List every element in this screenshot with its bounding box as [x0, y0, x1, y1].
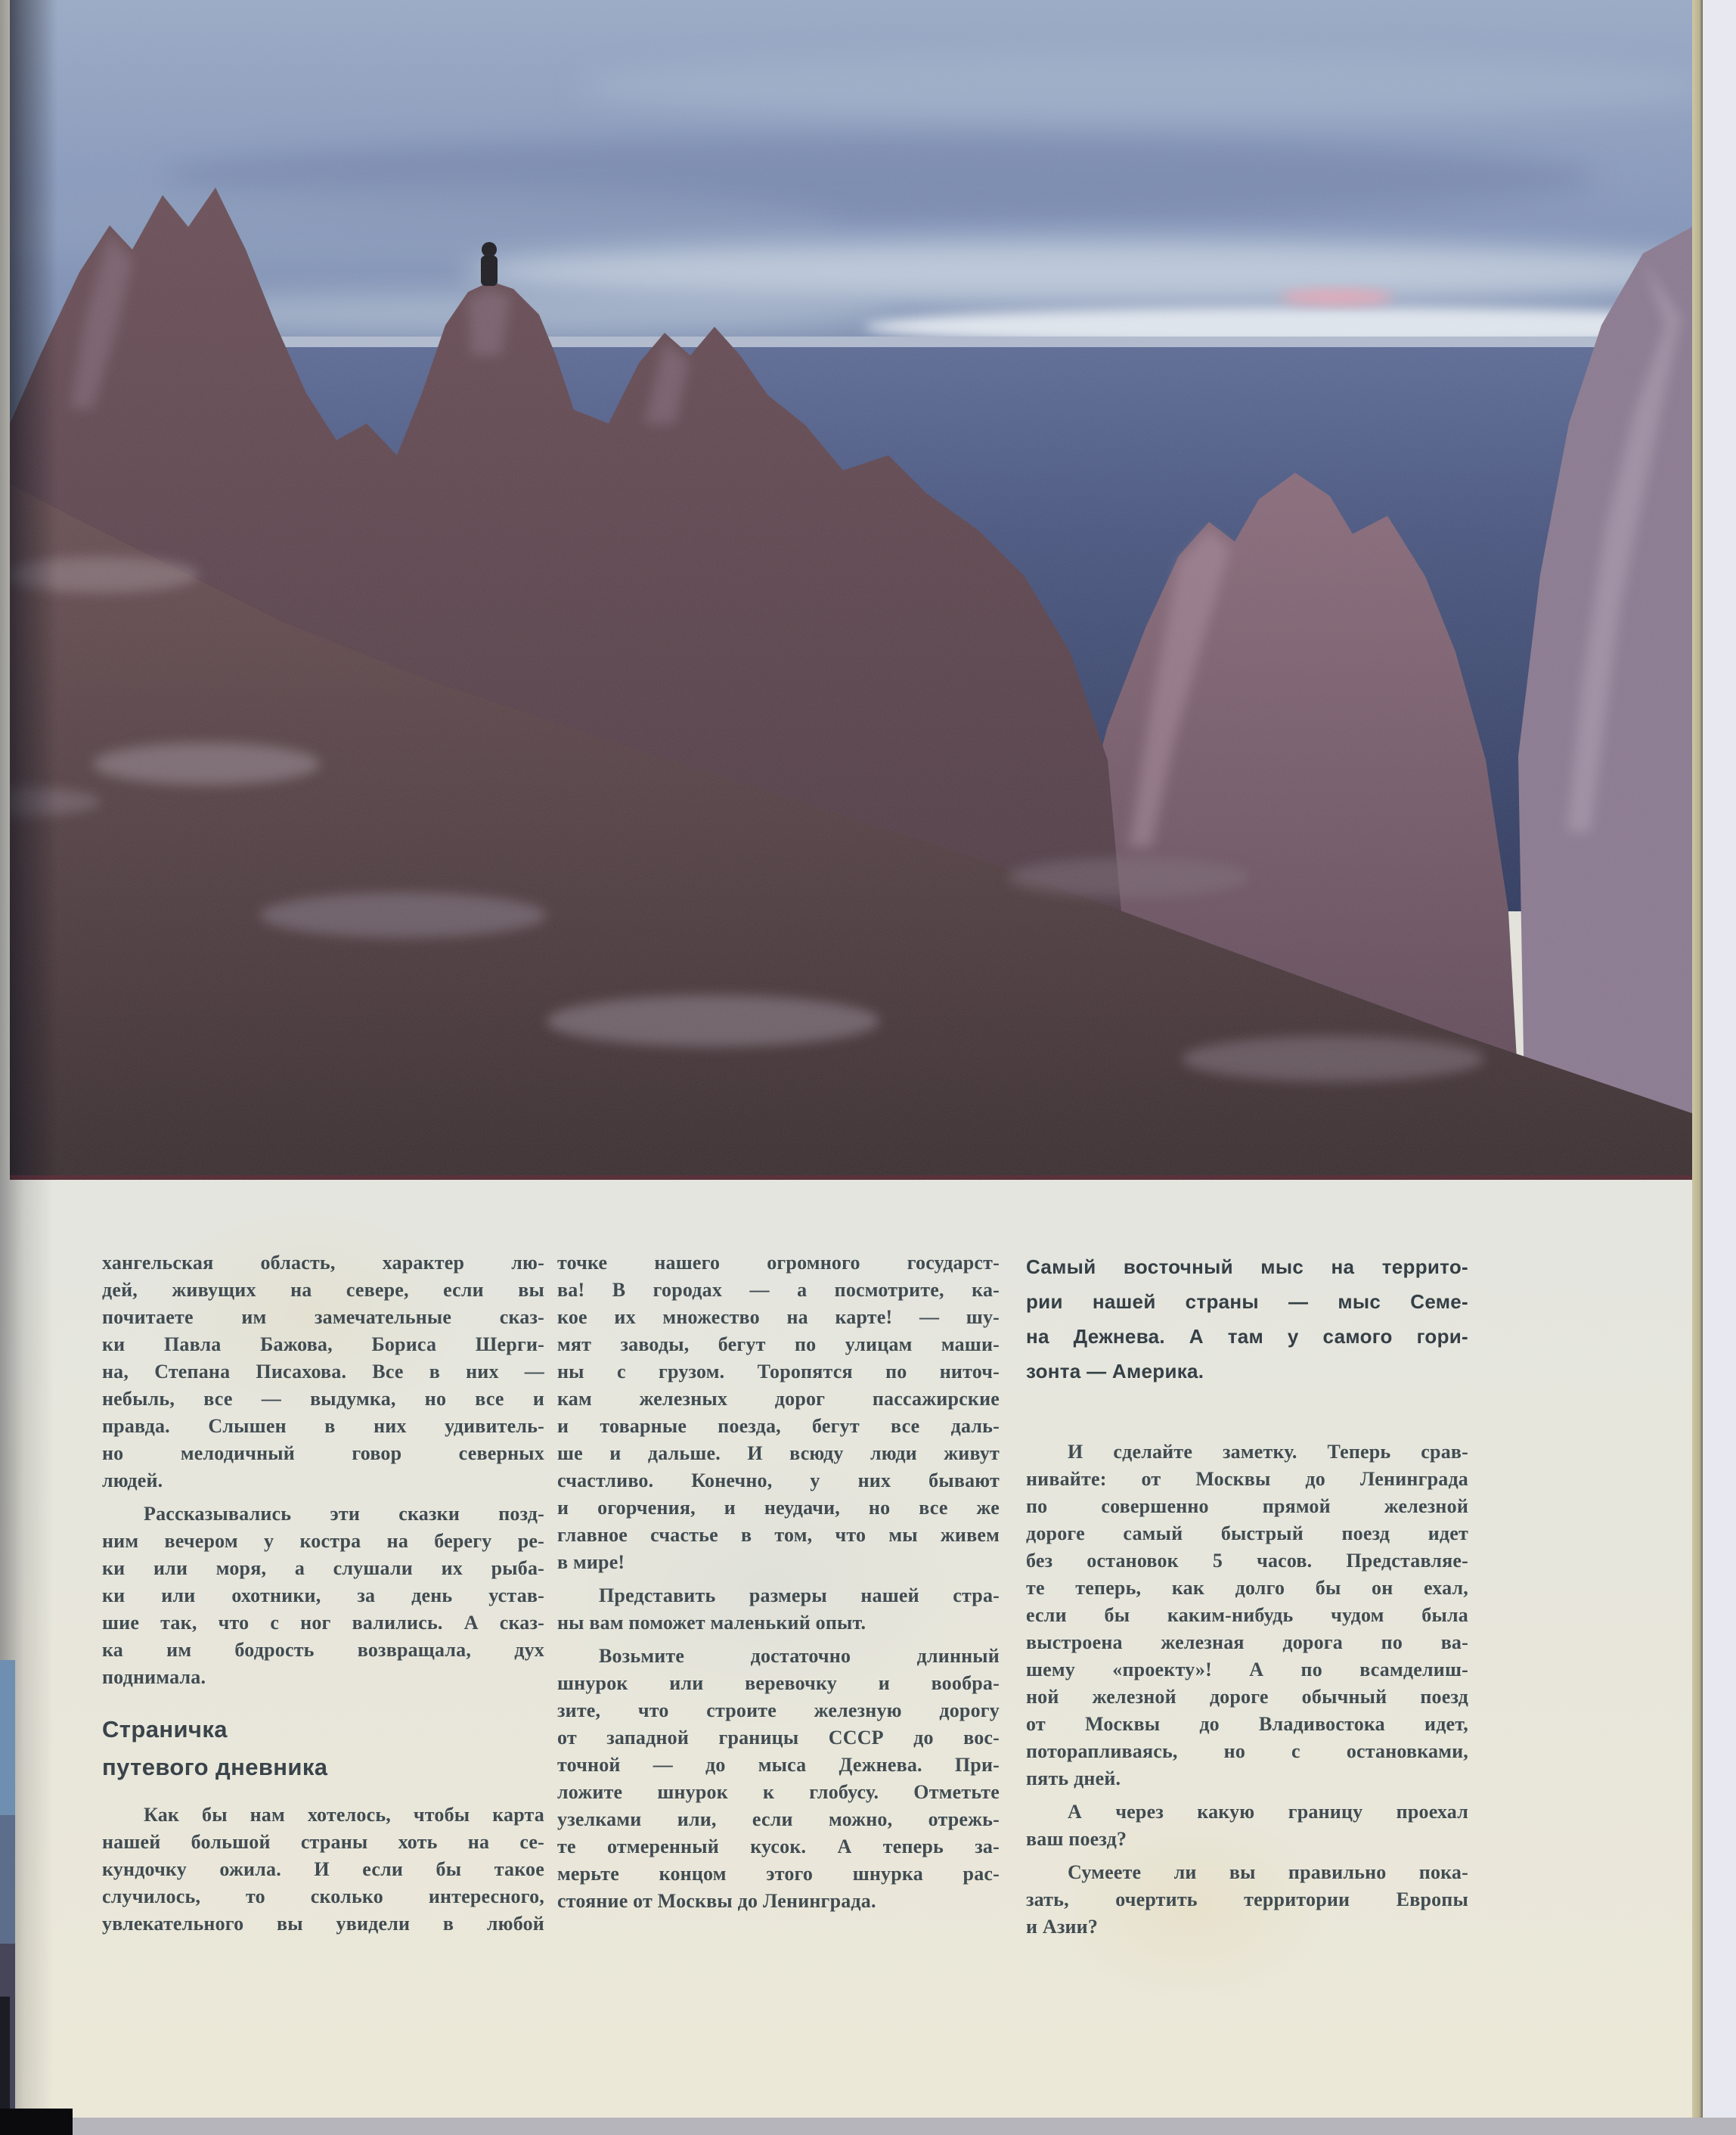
text-line: правда. Слышен в них удивитель- — [102, 1415, 544, 1437]
photo-canvas — [10, 0, 1692, 1180]
text-line: небыль, все — выдумка, но все и — [102, 1388, 544, 1410]
text-line: выстроена железная дорога по ва- — [1026, 1631, 1468, 1653]
text-line: хангельская область, характер лю- — [102, 1252, 544, 1274]
text-line: И сделайте заметку. Теперь срав- — [1068, 1441, 1468, 1463]
text-line: ки Павла Бажова, Бориса Шерги- — [102, 1333, 544, 1355]
text-line: поторапливаясь, но с остановками, — [1026, 1740, 1468, 1762]
text-line: Рассказывались эти сказки позд- — [144, 1503, 544, 1525]
text-line: ше и дальше. И всюду люди живут — [557, 1442, 1000, 1464]
text-line: те отмеренный кусок. А теперь за- — [557, 1836, 1000, 1857]
paragraph — [102, 1801, 544, 1938]
text-line: кое их множество на карте! — шу- — [557, 1306, 1000, 1328]
text-line: зонта — Америка. — [1026, 1360, 1204, 1382]
text-line: нашей большой страны хоть на се- — [102, 1831, 544, 1853]
text-line: путевого дневника — [102, 1754, 328, 1780]
text-line: по совершенно прямой железной — [1026, 1495, 1468, 1517]
text-line: от западной границы СССР до вос- — [557, 1727, 1000, 1749]
scanner-background-right — [1703, 0, 1736, 2135]
adjacent-page-edge-slate — [0, 1815, 15, 1944]
text-line: шие так, что с ног валились. А сказ- — [102, 1612, 544, 1634]
text-line: ки или охотники, за день устав- — [102, 1584, 544, 1606]
text-line: главное счастье в том, что мы живем — [557, 1524, 1000, 1546]
text-line: узелками или, если можно, отрежь- — [557, 1808, 1000, 1830]
text-line: Самый восточный мыс на террито- — [1026, 1255, 1468, 1278]
text-line: зите, что строите железную дорогу — [557, 1699, 1000, 1721]
text-line: Как бы нам хотелось, чтобы карта — [144, 1804, 544, 1826]
text-line: в мире! — [557, 1551, 625, 1573]
text-line: ним вечером у костра на берегу ре- — [102, 1530, 544, 1552]
text-line: мерьте концом этого шнурка рас- — [557, 1863, 1000, 1885]
text-line: ка им бодрость возвращала, дух — [102, 1639, 544, 1661]
text-line: дей, живущих на севере, если вы — [102, 1279, 544, 1301]
paragraph — [557, 1643, 1000, 1915]
paragraph — [102, 1249, 544, 1494]
text-column-2 — [557, 1249, 1000, 1915]
text-line: дороге самый быстрый поезд идет — [1026, 1522, 1468, 1544]
text-line: ки или моря, а слушали их рыба- — [102, 1557, 544, 1579]
text-line: те теперь, как долго бы он ехал, — [1026, 1577, 1468, 1599]
text-line: но мелодичный говор северных — [102, 1442, 544, 1464]
text-line: случилось, то сколько интересного, — [102, 1885, 544, 1907]
text-line: ны с грузом. Торопятся по ниточ- — [557, 1361, 1000, 1382]
text-line: без остановок 5 часов. Представляе- — [1026, 1550, 1468, 1572]
text-line: пять дней. — [1026, 1767, 1121, 1789]
text-line: и огорчения, и неудачи, но все же — [557, 1497, 1000, 1519]
book-spine-edge — [0, 1997, 10, 2118]
page-right-edge — [1692, 0, 1703, 2118]
text-line: на, Степана Писахова. Все в них — — [102, 1361, 544, 1382]
text-line: почитаете им замечательные сказ- — [102, 1306, 544, 1328]
text-line: ной железной дороге обычный поезд — [1026, 1686, 1468, 1708]
text-line: поднимала. — [102, 1666, 206, 1688]
text-line: кам железных дорог пассажирские — [557, 1388, 1000, 1410]
text-line: точке нашего огромного государст- — [557, 1252, 1000, 1274]
text-line: шнурок или веревочку и вообра- — [557, 1672, 1000, 1694]
text-line: Сумеете ли вы правильно пока- — [1068, 1861, 1468, 1883]
photo-caption — [1026, 1249, 1468, 1389]
text-line: увлекательного вы увидели в любой — [102, 1913, 544, 1935]
text-line: А через какую границу проехал — [1068, 1801, 1468, 1823]
text-line: Представить размеры нашей стра- — [599, 1584, 1000, 1606]
text-column-1 — [102, 1249, 544, 1938]
adjacent-page-edge-blue — [0, 1660, 15, 1815]
paragraph — [102, 1500, 544, 1691]
text-line: шему «проекту»! А по всамделиш- — [1026, 1659, 1468, 1680]
text-line: точной — до мыса Дежнева. При- — [557, 1754, 1000, 1776]
text-line: Возьмите достаточно длинный — [599, 1645, 1000, 1667]
text-line: Страничка — [102, 1716, 228, 1742]
text-line: ны вам поможет маленький опыт. — [557, 1612, 866, 1634]
text-line: стояние от Москвы до Ленинграда. — [557, 1890, 876, 1912]
text-line: ва! В городах — а посмотрите, ка- — [557, 1279, 1000, 1301]
text-line: и товарные поезда, бегут все даль- — [557, 1415, 1000, 1437]
text-line: нивайте: от Москвы до Ленинграда — [1026, 1468, 1468, 1490]
text-line: рии нашей страны — мыс Семе- — [1026, 1290, 1468, 1313]
column-spacer — [1026, 1389, 1468, 1438]
book-cover-corner — [0, 2109, 73, 2135]
text-line: людей. — [102, 1469, 163, 1491]
paragraph — [557, 1249, 1000, 1576]
text-line: и Азии? — [1026, 1916, 1099, 1938]
text-line: мят заводы, бегут по улицам маши- — [557, 1333, 1000, 1355]
text-line: от Москвы до Владивостока идет, — [1026, 1713, 1468, 1735]
paragraph — [1026, 1438, 1468, 1792]
text-line: счастливо. Конечно, у них бывают — [557, 1469, 1000, 1491]
text-line: зать, очертить территории Европы — [1026, 1888, 1468, 1910]
text-line: на Дежнева. А там у самого гори- — [1026, 1325, 1468, 1348]
text-line: если бы каким-нибудь чудом была — [1026, 1604, 1468, 1626]
section-heading — [102, 1711, 544, 1786]
photo-grain — [10, 0, 1692, 1180]
text-column-3 — [1026, 1249, 1468, 1941]
text-line: кундочку ожила. И если бы такое — [102, 1858, 544, 1880]
paragraph — [1026, 1859, 1468, 1941]
text-line: ваш поезд? — [1026, 1828, 1127, 1850]
paragraph — [557, 1582, 1000, 1637]
paragraph — [1026, 1798, 1468, 1853]
text-line: ложите шнурок к глобусу. Отметьте — [557, 1781, 1000, 1803]
landscape-photo — [10, 0, 1692, 1180]
scanner-background-bottom — [0, 2118, 1736, 2135]
